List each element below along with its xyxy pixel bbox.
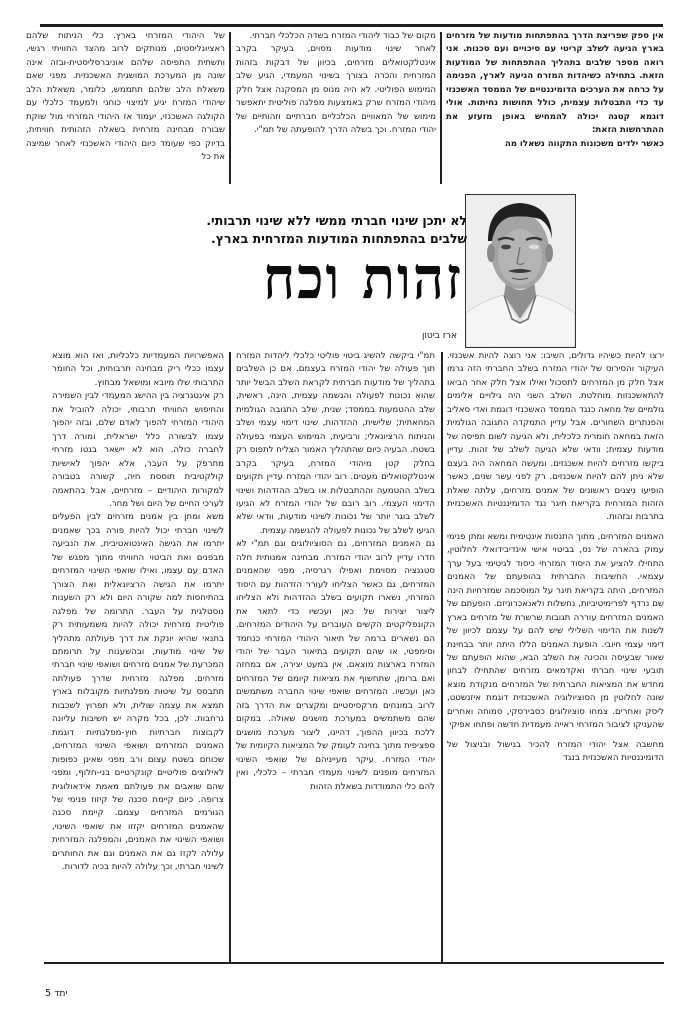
bottom-left-paragraph-2: רק אינטגרציה בין ההישג המעמדי לבין השמירה והחיפוש החוויתי תרבותי, יכולה להוביל את היהודי המזרחי להפוך לאדם שלם, ובזה יהפוך עצמו לבשורה כלל ישראלית, ומורה דרך לחברה כולה. הוא לא יישאר בגטו מזרחי מתרפק על העבר, אלא יהפוך לאישיות קולקטיבית תוססת חיה, קשורה בטבורה למקורות היהודיים – מזרחיים, אבל בהתאמה לערכי החיים של היום ושל מחר. [52, 391, 224, 509]
top-right-paragraph-1: אין ספק שפריצת הדרך בהתפתחות מודעות של מזרחים בארץ הגיעה לשלב קריטי עם סיכויים ועם סכנות. אני רואה מספר שלבים בתהליך ההתפתחות של המודעות הזאת. בתחילה כשיהדות המזרח הגיעה לארץ, הפנימה על כרחה את הערכים הדומיננטיים של הממסד האשכנזי עד כדי התבטלות עצמית, כולל תחושות נחיתות. אולי דוגמא קטנה יכולה להמחיש באופן מזעזע את ההתרחשות הזאת: [446, 31, 664, 136]
page-folio: יתד 5 [45, 988, 68, 999]
top-column-right [446, 30, 664, 151]
bottom-middle-paragraph-1: תמ"י ביקשה להשיג ביטוי פוליטי כלכלי ליהדות המזרח תוך פעולה של יהודי המזרח בעצמם. אם כן השלבים בתהליך של מודעות חברתית לקראת השלב הבשל יותר שהוא נכונות לפעולה והגשמה עצמית, הינה, ראשית, שלב ההטמעות בממסד; שנית, שלב התגובה הגולמית המחאתית; שלישית, ההזדהות, שינוי דימוי עצמי ושלב והניתוח הרציונאלי; ורביעית, המימוש העצמי בפעולה בשטח. הבעיה כיום שהתהליך האמור הצליח לתפוס רק בחלק קטן מיהודי המזרח, בעיקר בקרב אינטלקטואלים מעטים. רוב יהודי המזרח עדיין תקועים בשלב ההטמעה וההתבטלות או בשלב ההזדהות ושינוי הדימוי העצמי. רוב רובם של יהודי המזרח לא הגיעו לשלב בוגר יותר של נכונות לשינוי מודעות, וודאי שלא הגיעו לשלב של נכונות לפעולה להגשמה עצמית. [236, 351, 435, 536]
top-middle-paragraph-1: מקום של כבוד ליהודי המזרח בשדה הכלכלי חברתי. [249, 31, 436, 41]
deck-line-1: לא יתכן שינוי חברתי ממשי ללא שינוי תרבותי. [206, 213, 467, 228]
top-column-middle [236, 30, 436, 138]
bottom-column-middle [236, 350, 435, 794]
bottom-left-paragraph-3: משא ומתן בין אמנים מזרחים לבין הפעלים לשינוי חברתי יכול להיות פורה בכך שאמנים יתרמו את הגישה האינטואטיבית, את הנביעה מבפנים ואת הביטוי החוויתי מתוך מפגש של האדם עם עצמו, ואילו שואפי השינוי המזרחים יתרמו את הגישה הרציונאלית ואת הצורך בהתיחסות למה שקורה היום ולא רק השענות נוסטלגית על העבר. התרומה של מפלגה פוליטית מזרחית יכולה להיות משמעותית רק בתנאי שהיא יונקת את דרך פעולתה מתהליך של שינוי מודעות, ובהשענות על תרומתם המכרעת של אמנים מזרחים ושואפי שינוי חברתי מזרחים. מפלגה מזרחית שדרך פעולתה תתבסס על שיטות מפלגתיות מקובלות בארץ תמצא את עצמה שולית, ולא תפרוץ לשכבות נרחבות. לכן, בכל מקרה יש חשיבות עליונה לקבוצות חברתיות חוץ-מפלגתיות דוגמת האמנים המזרחים ושואפי השינוי המזרחים, שכוחם בשטח עצום ורב מפני שאינן כפופות לאילוצים פוליטיים קונקרטיים בני-חלוף, ומפני שהם שואבים את פעולתם מאמת אידאולוגית צרופה. כיום קיימת סכנה של קיזוז פנימי של הגורמים המזרחים עצמם. קיימת סכנה שהאמנים המזרחים יקזזו את שואפי השינוי, ושואפי השינוי את האמנים, והמפלגה המזרחית עלולה לקזז גם את האמנים וגם את החותרים לשינוי חברתי, וכך עלולה להיות בכיה לדורות. [52, 512, 224, 873]
bottom-rule [44, 962, 664, 964]
author-photo [465, 194, 576, 348]
bottom-column-right [447, 350, 664, 766]
top-middle-paragraph-2: לאחר שינוי מודעות מסוים, בעיקר בקרב אינטלקטואלים מזרחים, בכיוון של דבקות בזהות המזרחית והכרה בצורך בשינוי המעמדי, הגיע שלב המימוש הפוליטי. לא היה מנוס מן המסקנה אצל חלק מיהודי המזרח שרק באמצעות מפלגה פוליטית יתאפשר מימוש של המאוויים הכלכליים חברתיים וזהותיים של יהודי המזרח. וכך בשלה הדרך להופעתה של תמ"י. [236, 44, 436, 136]
column-divider [229, 352, 231, 962]
article-byline: ארז ביטון [421, 331, 457, 341]
column-divider [229, 32, 231, 184]
top-column-left [26, 30, 225, 165]
column-divider [440, 32, 442, 184]
top-right-paragraph-2: כאשר ילדים משכונות התקווה נשאלו מה [504, 138, 664, 149]
portrait-image-icon [466, 195, 575, 347]
bottom-left-paragraph-1: האפשרויות המעמדיות כלכליות, ואז הוא מוצא עצמו ככלי ריק מבחינה תרבותית, וכל החומר התרבותי שלו מיובא ומושאל מבחוץ. [52, 351, 224, 388]
top-rule [40, 24, 663, 27]
column-divider [441, 352, 443, 962]
bottom-right-paragraph-1: ירצו להיות כשיהיו גדולים, השיבו: אני רוצה להיות אשכנזי. העיקור והסירוס של יהודי המזרח בשלב החברתי הזה גרמו אצל חלק מן המזרחים לתסכול ואילו אצל חלק אחר הביאו להתאשכנזות מוחלטת. השלב השני היה גילויים אלימים גולמיים של מחאה כנגד הממסד האשכנזי דוגמת ואדי סאליב והפנתרים השחורים. אבל עדיין התמקדה התגובה הגולמית הזאת במחאה חומרית כלכלית, ולא הגיעה לשום תפיסה של מודעות עצמית; וודאי שלא הגיעה לשלב של זהות. עדיין ביקשו מזרחים להיות אשכנזים. ומעשה המחאה היה בעצם שלא ניתן להם להיות אשכנזים. רק לפני עשר שנים, כאשר הופיעו ניצנים ראשונים של אמנים מזרחים, עלתה שאלת הזהות המזרחית בקריאת תיגר נגד הדומיננטיות האשכנזית בתרבות ובזהות. [447, 351, 664, 523]
deck-line-2: שלבים בהתפתחות המודעות המזרחית בארץ. [210, 231, 467, 246]
bottom-right-paragraph-2: האמנים המזרחים, מתוך התנסות אינטימית ומשא ומתן פנימי עמוק בהארה של נס, בביטוי אישי אינדיבידואלי לחלוטין, התחילו להציע את היסוד המזרחי כיסוד לגיטימי בעל ערך עצמאי. החשיבות החברתית בהופעתם של האמנים המזרחים, היתה בקריאת תיגר על המוסכמה שמזרחיות הינה שם נרדף לפרימיטיביות, נחשלות ולאנאכרוניזם. הופעתם של האמנים המזרחים עוררה תגובות שרשרת של מזרחים בארץ לשנות את הדימוי השלילי שיש להם על עצמם לכיוון של דימוי עצמי חיובי. הופעת האמנים הללו היתה יותר בבחינת שאור שבעיסה והכינה את השלב הבא, שהוא הופעתם של תובעי שינוי חברתי ואקדמאים מזרחים שהתחילו לבחון מחדש את המציאות החברתית של המזרחים מנקודת מוצא שונה לחלוטין מן הסוציולוגיה האשכנזית דוגמת איזנשטט, ליסק ואחרים. צמחו סוציולוגים כסבירסקי, סמוחה ואחרים שהעניקו לציבור המזרחי ראייה מעמדית חדשה ופתחו אפיקי [447, 531, 664, 731]
bottom-column-left [52, 350, 224, 875]
bottom-right-paragraph-3: מחשבה אצל יהודי המזרח להכיר בנישול ובניצול של הדומיננטיות האשכנזית בנגד [447, 739, 664, 764]
top-left-paragraph-1: של היהודי המזרחי בארץ. כלי הניתוח שלהם ראציונליסטים, מנותקים לרוב מהצד החוויתי רגשי, ותשתית התפיסה שלהם אוניברסליסטית-ובזה אינה שונה מן המערכת המושגית האשכנזית. מפני שאם משאלת הלב שלהם תתממש, כלומר, משאלת הלב שיהודי המזרח יגיע למיצוי כוחני ולמעמד כלכלי עם הקולגה האשכנזי, יעמוד אז היהודי המזרחי מול שוקת שבורה מבחינה מזרחית בשאלה הזהותית חוויתית, בדיוק כפי שעומד כיום היהודי האשכנזי לאחר שמיצה את כל [26, 31, 225, 163]
article-headline: זהות וכח [263, 243, 463, 313]
bottom-middle-paragraph-2: גם האמנים המזרחים, גם הסוציולוגים וגם תמ"י לא חדרו עדיין לרוב יהודי המזרח. מבחינה אמנותית חלה סטגנציה מסוימת ואפילו רגרסיה, מפני שהאמנים המזרחים, גם כאשר הצליחו לעורר הזדהות עם היסוד המזרחי, נשארו תקועים בשלב ההזדהות ולא הצליחו ליצור יצירות של כאן ועכשיו כדי לתאר את הקונפליקטים הקשים העוברים על היהודים המזרחים. הם נשארים ברמה של תיאור היהודי המזרחי כנחמד וסימפטי, או שהם תקועים בתיאור העבר של יהודי המזרח בארצות מוצאם. אין במעט יצירה, אם במחזה ואם ברומן, שתחשוף את מציאות קיומם של המזרחים כאן ועכשיו. המזרחים שואפי שינוי החברה משתמשים לרוב במונחים מרקסיסטיים ומקצרים את הדרך בזה שהם משתמשים במערכת מושגים שאולה. במקום ללכת בכיוון ההפוך, דהיינו, ליצור מערכת מושגים ספציפית מתוך בחינה לעומק של המציאות הקיומית של יהודי המזרח. עיקר מעייניהם של שואפי השינוי המזרחים מופנים לשינוי מעמדי חברתי – כלכלי, ואין להם כלי התמודדות בשאלת הזהות [236, 539, 435, 792]
